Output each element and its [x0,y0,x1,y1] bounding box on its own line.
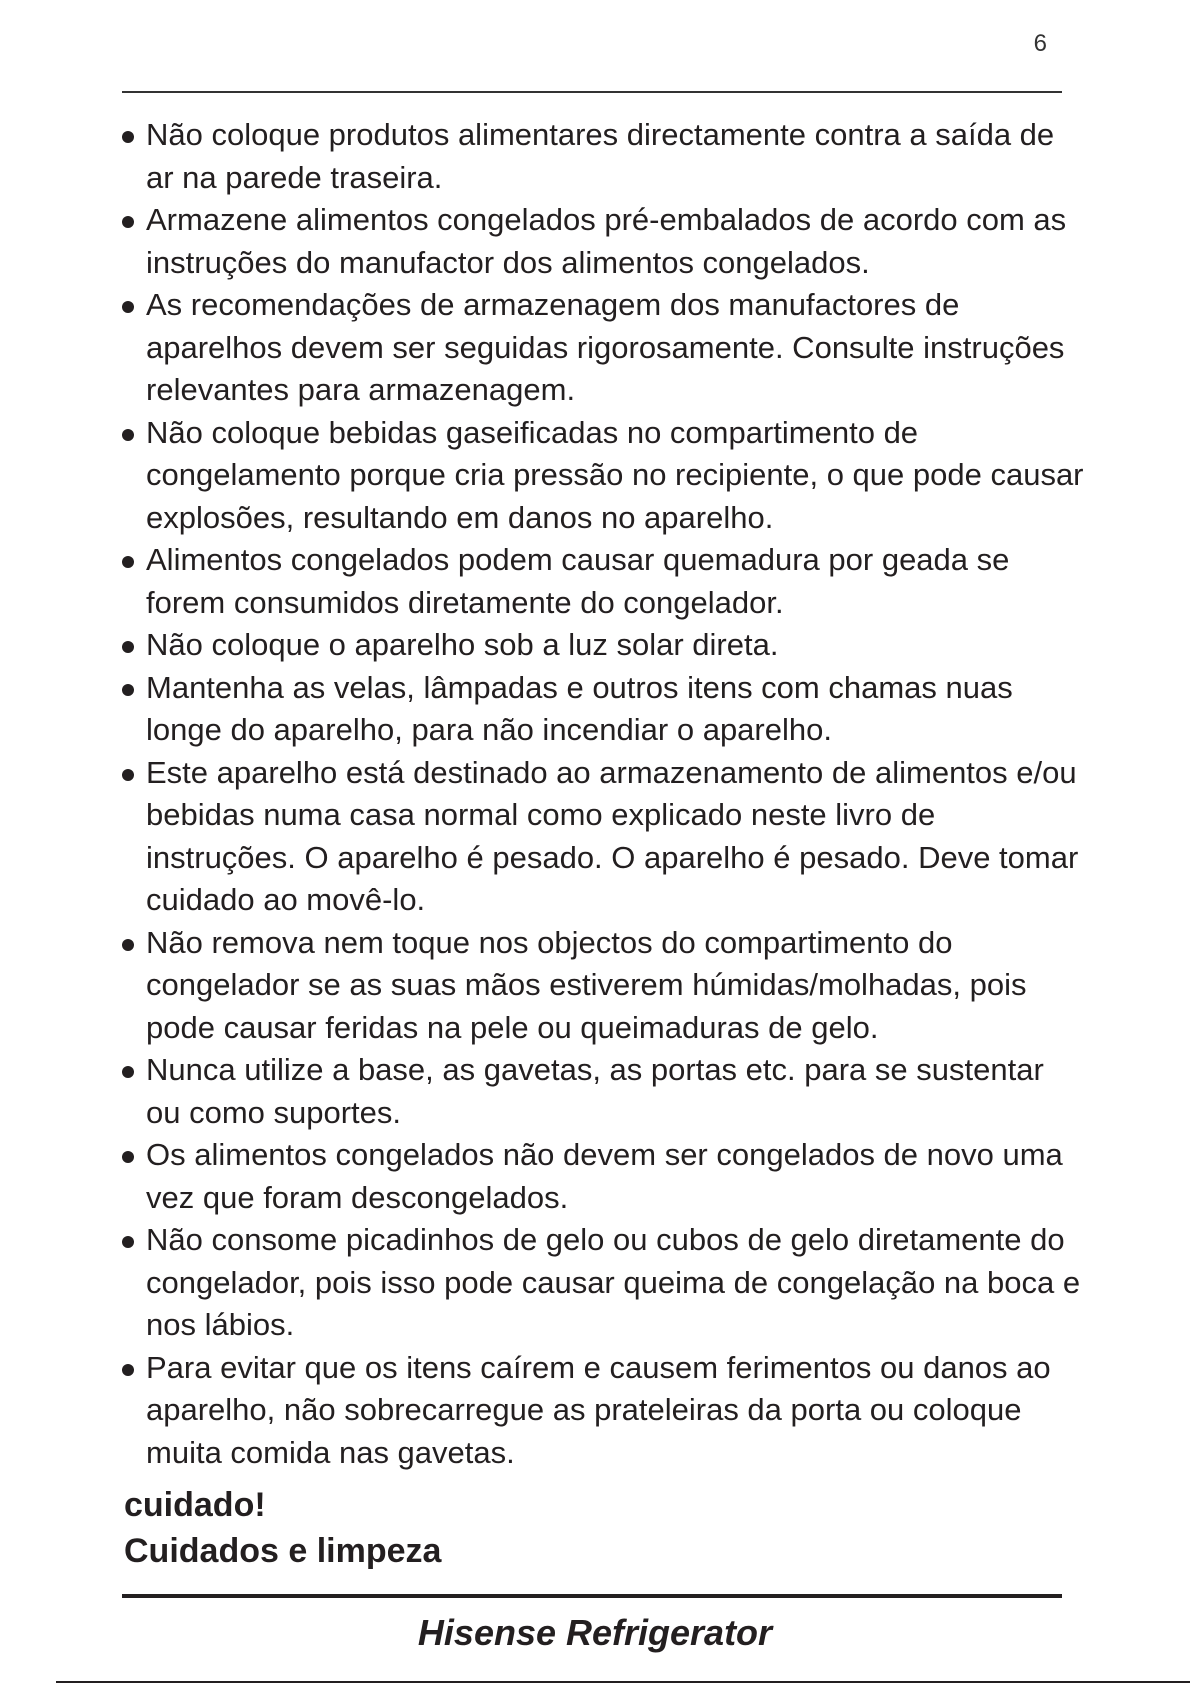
list-item [120,1049,1085,1134]
safety-bullet-list [120,114,1085,1474]
list-item [120,412,1085,540]
list-item [120,284,1085,412]
list-item [120,922,1085,1050]
list-item-text: Não remova nem toque nos objectos do compartimento do congelador se as suas mãos estiverem húmidas/molhadas, pois pode causar feridas na pele ou queimaduras de gelo. [146,924,1027,1045]
list-item-text: Para evitar que os itens caírem e causem ferimentos ou danos ao aparelho, não sobrecarregue as prateleiras da porta ou coloque muita comida nas gavetas. [146,1349,1051,1470]
list-item-text: Não coloque produtos alimentares directamente contra a saída de ar na parede traseira. [146,117,1055,195]
list-item [120,1134,1085,1219]
list-item-text: Mantenha as velas, lâmpadas e outros itens com chamas nuas longe do aparelho, para não incendiar o aparelho. [146,669,1013,747]
list-item [120,539,1085,624]
bullet-icon [122,684,134,696]
bullet-icon [122,641,134,653]
list-item [120,1219,1085,1347]
list-item-text: Nunca utilize a base, as gavetas, as portas etc. para se sustentar ou como suportes. [146,1052,1044,1130]
bullet-icon [122,1066,134,1078]
bullet-icon [122,131,134,143]
list-item-text: Os alimentos congelados não devem ser congelados de novo uma vez que foram descongelados. [146,1137,1063,1215]
list-item [120,114,1085,199]
page-number: 6 [1033,30,1047,57]
list-item-text: Alimentos congelados podem causar quemadura por geada se forem consumidos diretamente do congelador. [146,542,1010,620]
list-item [120,752,1085,922]
bottom-divider [122,1594,1062,1598]
bullet-icon [122,556,134,568]
footer-divider [56,1681,1190,1683]
caution-heading: cuidado! [124,1486,266,1524]
section-heading: Cuidados e limpeza [124,1532,442,1570]
list-item-text: Armazene alimentos congelados pré-embalados de acordo com as instruções do manufactor dos alimentos congelados. [146,202,1067,280]
bullet-icon [122,939,134,951]
bullet-icon [122,1236,134,1248]
bullet-icon [122,1364,134,1376]
list-item-text: Este aparelho está destinado ao armazenamento de alimentos e/ou bebidas numa casa normal como explicado neste livro de instruções. O aparelho é pesado. O aparelho é pesado. Deve tomar cuidado ao movê-lo. [146,754,1079,917]
list-item [120,1347,1085,1475]
list-item-text: Não consome picadinhos de gelo ou cubos de gelo diretamente do congelador, pois isso pode causar queima de congelação na boca e nos lábios. [146,1222,1081,1342]
bullet-icon [122,301,134,313]
list-item-text: Não coloque o aparelho sob a luz solar direta. [146,627,779,662]
bullet-icon [122,769,134,781]
list-item [120,624,1085,667]
bullet-icon [122,216,134,228]
list-item-text: Não coloque bebidas gaseificadas no compartimento de congelamento porque cria pressão no recipiente, o que pode causar explosões, resultando em danos no aparelho. [146,414,1084,535]
top-divider [122,91,1062,93]
brand-footer: Hisense Refrigerator [417,1612,773,1653]
bullet-icon [122,1151,134,1163]
list-item [120,667,1085,752]
bullet-icon [122,429,134,441]
list-item-text: As recomendações de armazenagem dos manufactores de aparelhos devem ser seguidas rigorosamente. Consulte instruções relevantes para armazenagem. [146,287,1065,407]
list-item [120,199,1085,284]
